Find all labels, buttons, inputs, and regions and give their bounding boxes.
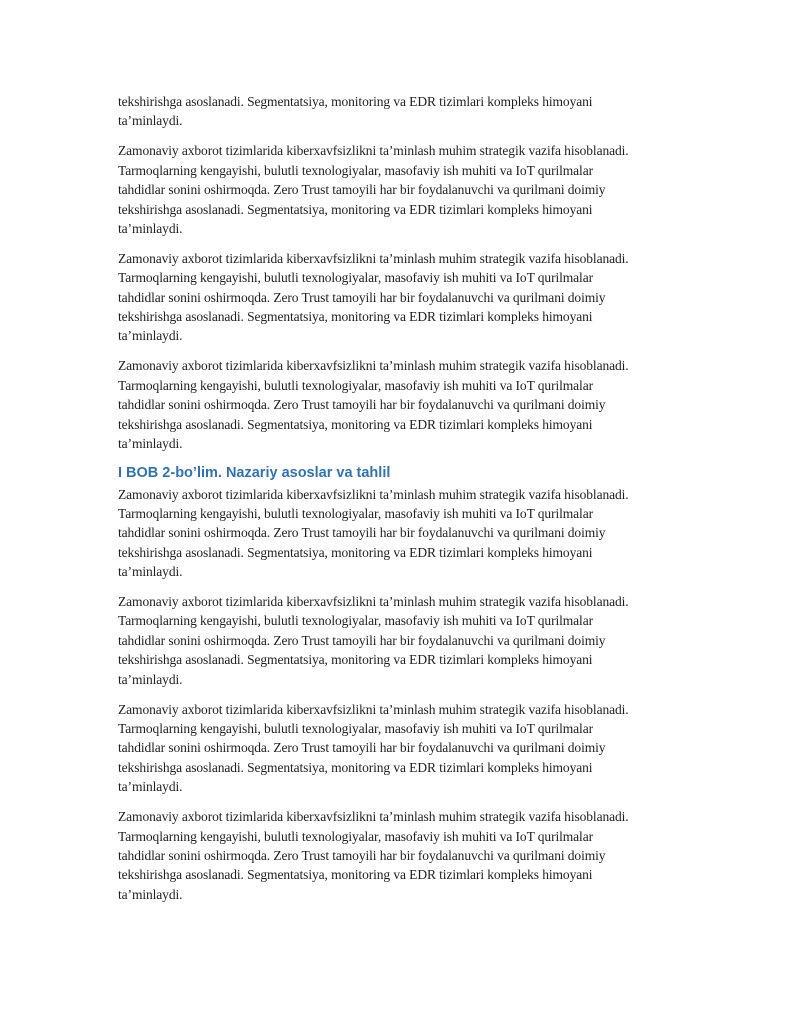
paragraph-line: tekshirishga asoslanadi. Segmentatsiya, monitoring va EDR tizimlari kompleks himoyani [118,544,593,560]
paragraph-line: Tarmoqlarning kengayishi, bulutli texnologiyalar, masofaviy ish muhiti va IoT qurilmalar [118,505,593,521]
paragraph-line: Zamonaviy axborot tizimlarida kiberxavfsizlikni ta’minlash muhim strategik vazifa hisoblanadi. [118,594,629,610]
paragraph [118,485,690,582]
paragraph-line: Zamonaviy axborot tizimlarida kiberxavfsizlikni ta’minlash muhim strategik vazifa hisoblanadi. [118,486,629,502]
paragraph-line: tekshirishga asoslanadi. Segmentatsiya, monitoring va EDR tizimlari kompleks himoyani [118,867,593,883]
paragraph-line: tahdidlar sonini oshirmoqda. Zero Trust tamoyili har bir foydalanuvchi va qurilmani doimiy [118,182,606,198]
paragraph-line: tahdidlar sonini oshirmoqda. Zero Trust tamoyili har bir foydalanuvchi va qurilmani doimiy [118,632,606,648]
paragraph-line: ta’minlaydi. [118,564,183,580]
paragraph-line: ta’minlaydi. [118,220,183,236]
paragraph-line: Zamonaviy axborot tizimlarida kiberxavfsizlikni ta’minlash muhim strategik vazifa hisoblanadi. [118,701,629,717]
paragraph-line: tahdidlar sonini oshirmoqda. Zero Trust tamoyili har bir foydalanuvchi va qurilmani doimiy [118,847,606,863]
paragraph-line: tahdidlar sonini oshirmoqda. Zero Trust tamoyili har bir foydalanuvchi va qurilmani doimiy [118,525,606,541]
paragraph-line: tahdidlar sonini oshirmoqda. Zero Trust tamoyili har bir foydalanuvchi va qurilmani doimiy [118,740,606,756]
paragraph-line: Tarmoqlarning kengayishi, bulutli texnologiyalar, masofaviy ish muhiti va IoT qurilmalar [118,720,593,736]
paragraph-line: Tarmoqlarning kengayishi, bulutli texnologiyalar, masofaviy ish muhiti va IoT qurilmalar [118,377,593,393]
paragraph-line: ta’minlaydi. [118,328,183,344]
document-content [118,92,690,904]
paragraph-line: tahdidlar sonini oshirmoqda. Zero Trust tamoyili har bir foydalanuvchi va qurilmani doimiy [118,397,606,413]
paragraph-line: ta’minlaydi. [118,886,183,902]
section-heading: I BOB 2-bo’lim. Nazariy asoslar va tahlil [118,464,391,481]
paragraph-line: tekshirishga asoslanadi. Segmentatsiya, monitoring va EDR tizimlari kompleks himoyani [118,201,593,217]
paragraph-line: Zamonaviy axborot tizimlarida kiberxavfsizlikni ta’minlash muhim strategik vazifa hisoblanadi. [118,143,629,159]
paragraph-line: tekshirishga asoslanadi. Segmentatsiya, monitoring va EDR tizimlari kompleks himoyani [118,652,593,668]
paragraph-line: tekshirishga asoslanadi. Segmentatsiya, monitoring va EDR tizimlari kompleks himoyani [118,759,593,775]
paragraph-line: Tarmoqlarning kengayishi, bulutli texnologiyalar, masofaviy ish muhiti va IoT qurilmalar [118,162,593,178]
paragraph-fragment [118,92,690,131]
paragraph-line: Tarmoqlarning kengayishi, bulutli texnologiyalar, masofaviy ish muhiti va IoT qurilmalar [118,613,593,629]
paragraph-line: ta’minlaydi. [118,779,183,795]
paragraph-line: Zamonaviy axborot tizimlarida kiberxavfsizlikni ta’minlash muhim strategik vazifa hisoblanadi. [118,809,629,825]
paragraph-line: ta’minlaydi. [118,671,183,687]
paragraph [118,356,690,453]
paragraph [118,249,690,346]
paragraph-line: tekshirishga asoslanadi. Segmentatsiya, monitoring va EDR tizimlari kompleks himoyani [118,94,593,109]
paragraph-line: tekshirishga asoslanadi. Segmentatsiya, monitoring va EDR tizimlari kompleks himoyani [118,309,593,325]
paragraph [118,141,690,238]
paragraph-line: Zamonaviy axborot tizimlarida kiberxavfsizlikni ta’minlash muhim strategik vazifa hisoblanadi. [118,358,629,374]
paragraph-line: ta’minlaydi. [118,436,183,451]
paragraph-line: Zamonaviy axborot tizimlarida kiberxavfsizlikni ta’minlash muhim strategik vazifa hisoblanadi. [118,250,629,266]
paragraph-line: ta’minlaydi. [118,113,183,129]
paragraph-line: tekshirishga asoslanadi. Segmentatsiya, monitoring va EDR tizimlari kompleks himoyani [118,416,593,432]
paragraph-line: Tarmoqlarning kengayishi, bulutli texnologiyalar, masofaviy ish muhiti va IoT qurilmalar [118,828,593,844]
paragraph [118,700,690,797]
paragraph [118,592,690,689]
paragraph [118,807,690,904]
paragraph-line: Tarmoqlarning kengayishi, bulutli texnologiyalar, masofaviy ish muhiti va IoT qurilmalar [118,270,593,286]
paragraph-line: tahdidlar sonini oshirmoqda. Zero Trust tamoyili har bir foydalanuvchi va qurilmani doimiy [118,289,606,305]
